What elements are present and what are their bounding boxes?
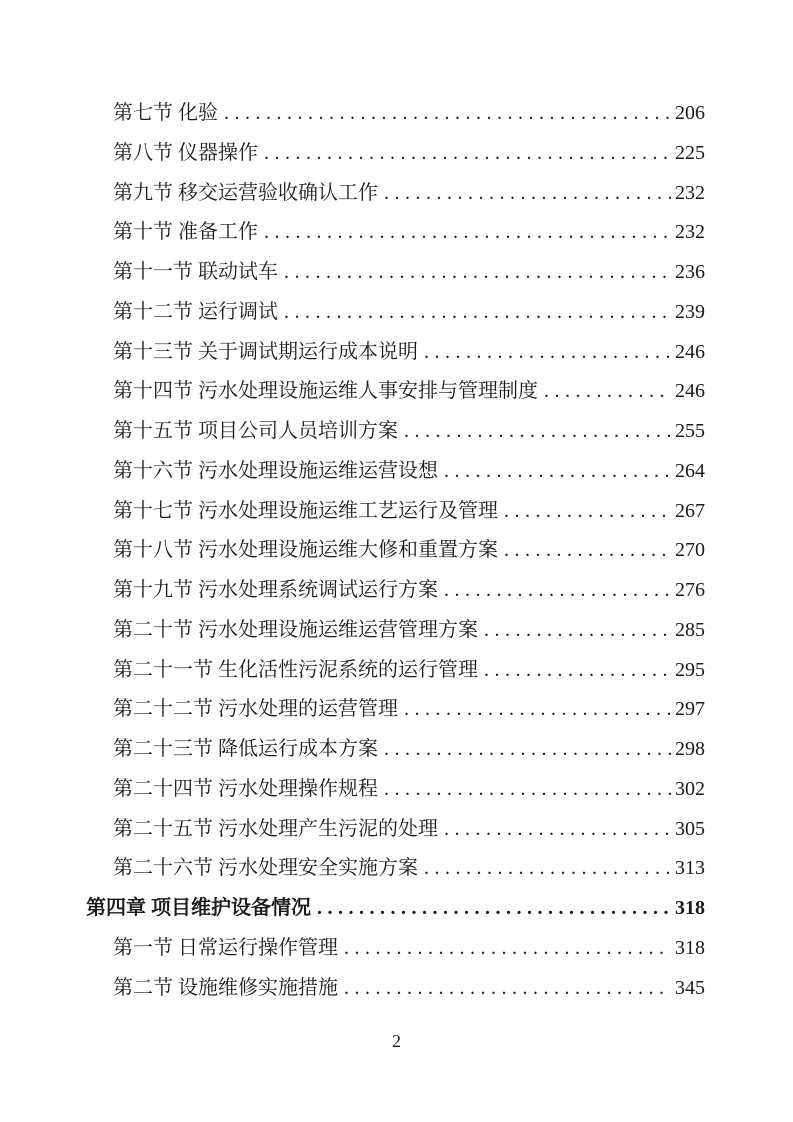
dot-leader [544, 372, 671, 412]
dot-leader [344, 969, 671, 1009]
toc-entry-page: 267 [675, 499, 705, 522]
toc-entry-label: 第二十六节 污水处理安全实施方案 [113, 857, 418, 880]
dot-leader [404, 412, 671, 452]
toc-entry-label: 第十五节 项目公司人员培训方案 [113, 420, 398, 442]
toc-entry-label: 第七节 化验 [113, 102, 218, 124]
dot-leader [224, 94, 671, 134]
toc-entry-label: 第十二节 运行调试 [113, 300, 278, 323]
toc-entry[interactable] [86, 94, 705, 134]
dot-leader [444, 810, 671, 850]
toc-entry-page: 255 [675, 420, 705, 442]
toc-entry[interactable] [86, 174, 705, 214]
toc-entry[interactable] [86, 690, 705, 730]
dot-leader [424, 849, 671, 889]
dot-leader [264, 213, 671, 253]
toc-entry-page: 295 [675, 658, 705, 681]
dot-leader [484, 651, 671, 691]
toc-entry-page: 264 [675, 459, 705, 482]
toc-entry-label: 第十九节 污水处理系统调试运行方案 [113, 579, 438, 601]
toc-entry-page: 246 [675, 380, 705, 403]
toc-entry[interactable] [86, 969, 705, 1009]
toc-chapter-entry[interactable] [86, 889, 705, 929]
toc-entry-label: 第十四节 污水处理设施运维人事安排与管理制度 [113, 380, 538, 403]
toc-entry-label: 第九节 移交运营验收确认工作 [113, 181, 378, 204]
toc-entry-page: 318 [675, 936, 705, 959]
dot-leader [504, 492, 671, 532]
toc-entry-label: 第二十四节 污水处理操作规程 [113, 777, 378, 800]
toc-entry[interactable] [86, 849, 705, 889]
toc-entry[interactable] [86, 372, 705, 412]
dot-leader [484, 611, 671, 651]
toc-entry[interactable] [86, 134, 705, 174]
toc-entry[interactable] [86, 651, 705, 691]
toc-entry-page: 236 [675, 261, 705, 283]
toc-entry[interactable] [86, 770, 705, 810]
toc-entry-label: 第二十一节 生化活性污泥系统的运行管理 [113, 658, 478, 681]
toc-entry[interactable] [86, 333, 705, 373]
toc-entry-label: 第十六节 污水处理设施运维运营设想 [113, 459, 438, 482]
dot-leader [384, 770, 671, 810]
toc-entry-page: 206 [675, 102, 705, 124]
toc-entry-page: 297 [675, 698, 705, 721]
toc-entry-page: 298 [675, 738, 705, 760]
toc-entry-label: 第一节 日常运行操作管理 [113, 936, 338, 959]
toc-entry-label: 第十七节 污水处理设施运维工艺运行及管理 [113, 499, 498, 522]
toc-entry-label: 第四章 项目维护设备情况 [86, 897, 311, 919]
dot-leader [384, 174, 671, 214]
toc-entry[interactable] [86, 412, 705, 452]
toc-entry[interactable] [86, 253, 705, 293]
dot-leader [424, 333, 671, 373]
page-number: 2 [392, 1031, 401, 1051]
toc-entry-label: 第十一节 联动试车 [113, 261, 278, 283]
toc-entry-page: 318 [675, 897, 705, 919]
toc-entry-page: 270 [675, 539, 705, 562]
toc-entry-page: 302 [675, 777, 705, 800]
dot-leader [384, 730, 671, 770]
dot-leader [284, 293, 671, 333]
dot-leader [264, 134, 671, 174]
toc-entry[interactable] [86, 929, 705, 969]
toc-entry-page: 313 [675, 857, 705, 880]
toc-entry-label: 第二节 设施维修实施措施 [113, 976, 338, 999]
toc-entry-page: 276 [675, 579, 705, 601]
toc-entry-label: 第二十五节 污水处理产生污泥的处理 [113, 817, 438, 840]
toc-entry[interactable] [86, 492, 705, 532]
dot-leader [444, 452, 671, 492]
dot-leader [444, 571, 671, 611]
toc-entry[interactable] [86, 213, 705, 253]
toc-entry-label: 第二十二节 污水处理的运营管理 [113, 698, 398, 721]
toc-entry-label: 第十节 准备工作 [113, 221, 258, 244]
toc-entry[interactable] [86, 611, 705, 651]
toc-entry-label: 第八节 仪器操作 [113, 141, 258, 164]
toc-entry-label: 第二十节 污水处理设施运维运营管理方案 [113, 618, 478, 641]
dot-leader [344, 929, 671, 969]
table-of-contents [86, 94, 705, 1008]
dot-leader [317, 889, 671, 929]
toc-entry-page: 246 [675, 340, 705, 363]
toc-entry-page: 285 [675, 618, 705, 641]
toc-entry-label: 第十八节 污水处理设施运维大修和重置方案 [113, 539, 498, 562]
toc-entry[interactable] [86, 810, 705, 850]
dot-leader [504, 531, 671, 571]
toc-entry-page: 305 [675, 817, 705, 840]
toc-entry-page: 232 [675, 181, 705, 204]
toc-entry[interactable] [86, 293, 705, 333]
dot-leader [404, 690, 671, 730]
toc-entry-page: 225 [675, 141, 705, 164]
toc-entry[interactable] [86, 730, 705, 770]
toc-entry[interactable] [86, 571, 705, 611]
dot-leader [284, 253, 671, 293]
toc-entry-label: 第二十三节 降低运行成本方案 [113, 738, 378, 760]
toc-entry-label: 第十三节 关于调试期运行成本说明 [113, 340, 418, 363]
toc-entry[interactable] [86, 452, 705, 492]
toc-entry[interactable] [86, 531, 705, 571]
toc-entry-page: 232 [675, 221, 705, 244]
toc-entry-page: 345 [675, 976, 705, 999]
toc-entry-page: 239 [675, 300, 705, 323]
